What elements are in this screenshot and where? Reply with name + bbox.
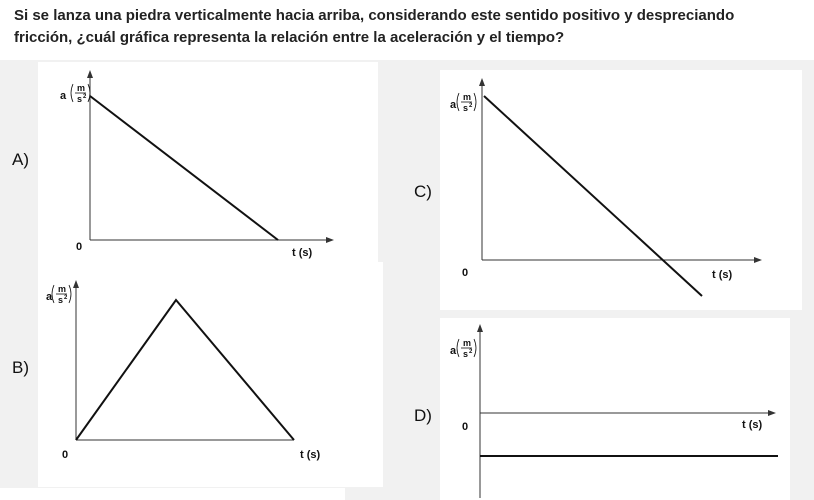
graph-line (76, 300, 294, 440)
graph-line (484, 96, 702, 296)
svg-text:m: m (463, 92, 472, 102)
option-c-graph[interactable] (440, 70, 802, 310)
svg-text:a: a (60, 90, 67, 102)
y-axis-label (60, 83, 90, 104)
option-d-graph[interactable] (440, 318, 790, 500)
x-axis-arrow (326, 237, 334, 243)
svg-text:a: a (450, 99, 457, 111)
origin-label: 0 (76, 241, 83, 253)
y-axis-label (450, 338, 476, 359)
svg-text:2: 2 (469, 349, 473, 355)
svg-text:m: m (463, 338, 472, 348)
y-axis-arrow (477, 324, 483, 332)
svg-text:m: m (58, 284, 67, 294)
option-b-label[interactable]: B) (12, 358, 29, 377)
question-line-1: Si se lanza una piedra verticalmente hacia arriba, considerando este sentido positivo y despreciando (14, 7, 735, 24)
x-axis-arrow (754, 257, 762, 263)
origin-label: 0 (462, 267, 469, 279)
svg-text:2: 2 (469, 103, 473, 109)
origin-label: 0 (62, 449, 69, 461)
svg-text:s: s (463, 103, 469, 113)
option-a-label[interactable]: A) (12, 150, 29, 169)
x-axis-label: t (s) (712, 269, 733, 281)
question-text (0, 0, 814, 60)
y-axis-arrow (73, 280, 79, 288)
svg-text:s: s (58, 295, 64, 305)
x-axis-arrow (768, 410, 776, 416)
y-axis-arrow (479, 78, 485, 86)
svg-text:s: s (463, 349, 469, 359)
x-axis-label: t (s) (292, 247, 313, 259)
question-line-2: fricción, ¿cuál gráfica representa la relación entre la aceleración y el tiempo? (14, 29, 565, 46)
svg-text:2: 2 (64, 295, 68, 301)
svg-text:a: a (450, 345, 457, 357)
svg-text:m: m (77, 83, 86, 93)
x-axis-label: t (s) (300, 449, 321, 461)
svg-text:a: a (46, 291, 53, 303)
y-axis-label (450, 92, 476, 113)
bottom-panel-edge (0, 488, 345, 500)
y-axis-label (46, 284, 71, 305)
svg-text:2: 2 (83, 94, 87, 100)
y-axis-arrow (87, 70, 93, 78)
graph-line (90, 96, 278, 240)
option-b-graph[interactable] (38, 262, 383, 487)
x-axis-label: t (s) (742, 419, 763, 431)
origin-label: 0 (462, 421, 469, 433)
svg-text:s: s (77, 94, 83, 104)
option-c-label[interactable]: C) (414, 182, 432, 201)
option-a-graph[interactable] (38, 62, 378, 262)
option-d-label[interactable]: D) (414, 406, 432, 425)
